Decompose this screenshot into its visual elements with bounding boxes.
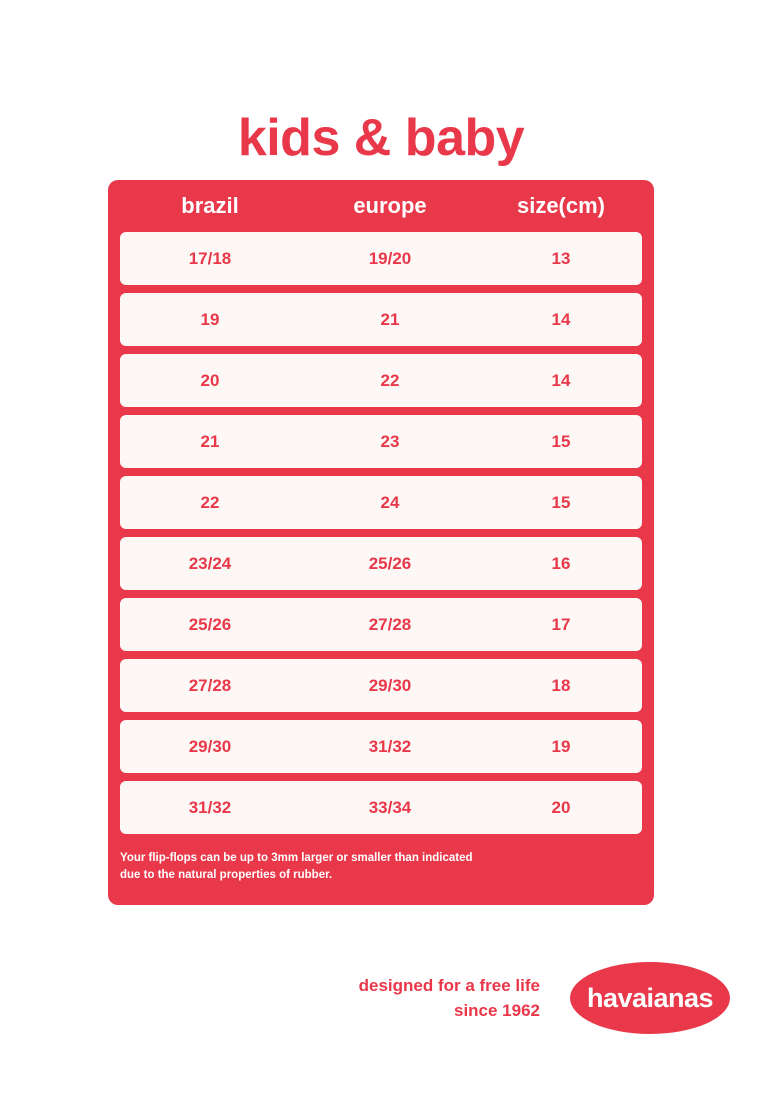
table-row <box>120 476 642 529</box>
disclaimer-note <box>108 842 654 905</box>
table-row <box>120 781 642 834</box>
cell-europe: 21 <box>380 309 400 329</box>
cell-size-cm: 15 <box>551 431 571 451</box>
table-row <box>120 720 642 773</box>
cell-brazil: 23/24 <box>188 553 232 573</box>
disclaimer-line-1: Your flip-flops can be up to 3mm larger or smaller than indicated <box>120 852 473 864</box>
cell-size-cm: 15 <box>551 492 571 512</box>
cell-brazil: 22 <box>200 492 220 512</box>
cell-size-cm: 20 <box>551 797 571 817</box>
table-row <box>120 659 642 712</box>
havaianas-logo <box>570 962 730 1034</box>
cell-brazil: 21 <box>200 431 220 451</box>
tagline-line-1: designed for a free life <box>358 976 540 995</box>
table-body <box>108 232 654 834</box>
cell-brazil: 29/30 <box>188 736 232 756</box>
cell-brazil: 27/28 <box>188 675 232 695</box>
cell-europe: 19/20 <box>368 248 412 268</box>
cell-size-cm: 14 <box>551 370 571 390</box>
cell-size-cm: 16 <box>551 553 571 573</box>
column-header-size-cm: size(cm) <box>516 193 606 218</box>
cell-europe: 29/30 <box>368 675 412 695</box>
cell-size-cm: 18 <box>551 675 571 695</box>
size-table-card <box>108 180 654 905</box>
cell-brazil: 17/18 <box>188 248 232 268</box>
table-row <box>120 354 642 407</box>
table-row <box>120 293 642 346</box>
table-row <box>120 598 642 651</box>
column-header-europe: europe <box>353 193 427 218</box>
footer <box>0 962 762 1042</box>
cell-brazil: 19 <box>200 309 220 329</box>
column-header-brazil: brazil <box>181 193 239 218</box>
tagline <box>359 974 540 1023</box>
cell-brazil: 31/32 <box>188 797 232 817</box>
cell-europe: 25/26 <box>368 553 412 573</box>
havaianas-logo-text: havaianas <box>586 983 714 1013</box>
cell-size-cm: 14 <box>551 309 571 329</box>
table-header-row <box>108 180 654 232</box>
cell-brazil: 25/26 <box>188 614 232 634</box>
table-row <box>120 537 642 590</box>
cell-brazil: 20 <box>200 370 220 390</box>
cell-size-cm: 17 <box>551 614 571 634</box>
cell-europe: 22 <box>380 370 400 390</box>
cell-size-cm: 13 <box>551 248 571 268</box>
cell-europe: 27/28 <box>368 614 412 634</box>
cell-europe: 24 <box>380 492 400 512</box>
table-row <box>120 415 642 468</box>
table-row <box>120 232 642 285</box>
cell-europe: 33/34 <box>368 797 412 817</box>
cell-europe: 23 <box>380 431 400 451</box>
disclaimer-line-2: due to the natural properties of rubber. <box>120 868 333 881</box>
page-title: kids & baby <box>237 109 525 167</box>
tagline-line-2: since 1962 <box>453 1000 540 1020</box>
cell-europe: 31/32 <box>368 736 412 756</box>
cell-size-cm: 19 <box>551 736 571 756</box>
